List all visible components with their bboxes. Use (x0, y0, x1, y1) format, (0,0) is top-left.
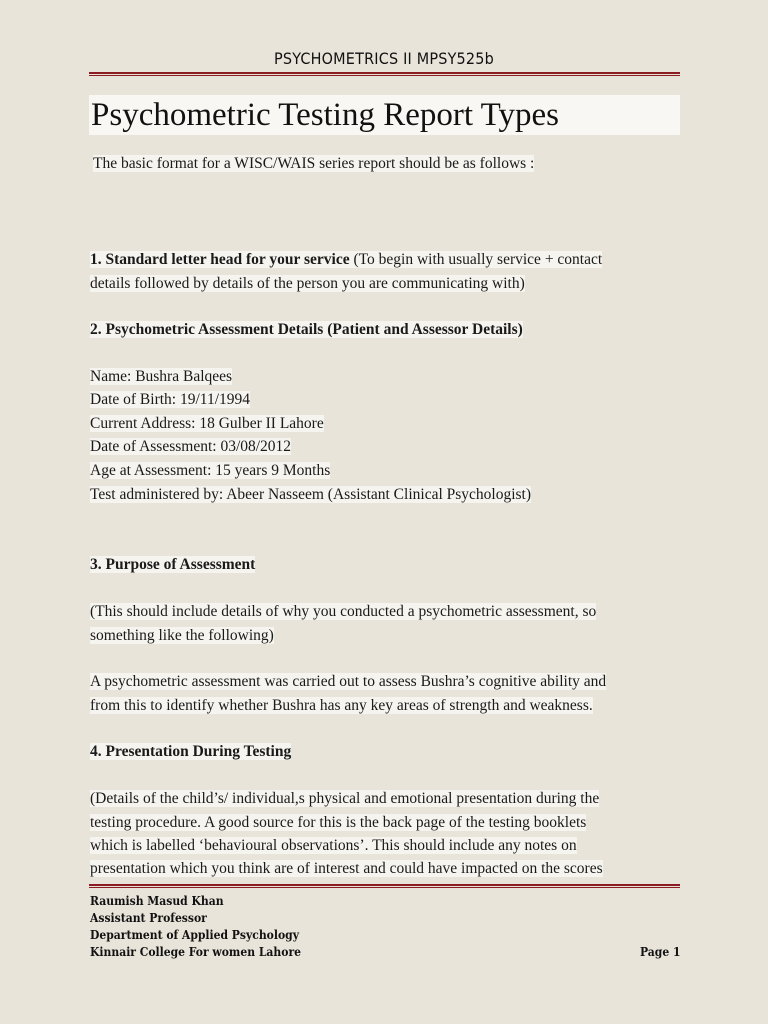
header-divider (89, 72, 680, 76)
footer-department: Department of Applied Psychology (90, 928, 300, 942)
section-3-para-2-line-1: A psychometric assessment was carried out to assess Bushra’s cognitive ability and (90, 673, 607, 690)
section-4-line-4: presentation which you think are of interest and could have impacted on the scores (90, 860, 603, 877)
section-3-heading: 3. Purpose of Assessment (90, 556, 256, 573)
section-2-heading: 2. Psychometric Assessment Details (Patient and Assessor Details) (90, 321, 523, 338)
header-course-title: PSYCHOMETRICS II MPSY525b (274, 49, 494, 68)
footer-position: Assistant Professor (90, 911, 207, 925)
section-1-line-1: 1. Standard letter head for your service (To begin with usually service + contact (90, 251, 603, 268)
section-1-heading: 1. Standard letter head for your service (90, 251, 350, 268)
footer-name: Raumish Masud Khan (90, 894, 224, 908)
detail-name: Name: Bushra Balqees (90, 368, 233, 385)
section-1-line-2: details followed by details of the person you are communicating with) (90, 275, 525, 292)
detail-assessment-date: Date of Assessment: 03/08/2012 (90, 438, 292, 455)
detail-administered-by: Test administered by: Abeer Nasseem (Assistant Clinical Psychologist) (90, 486, 532, 503)
detail-address: Current Address: 18 Gulber II Lahore (90, 415, 324, 432)
detail-dob: Date of Birth: 19/11/1994 (90, 391, 251, 408)
section-3-para-2-line-2: from this to identify whether Bushra has any key areas of strength and weakness. (90, 697, 593, 714)
footer-author-block (90, 893, 301, 961)
footer-college: Kinnair College For women Lahore (90, 945, 302, 959)
section-3-para-1-line-2: something like the following) (90, 627, 274, 644)
footer-divider (89, 884, 680, 888)
section-4-line-2: testing procedure. A good source for this is the back page of the testing booklets (90, 814, 587, 831)
intro-text: The basic format for a WISC/WAIS series report should be as follows : (93, 155, 535, 172)
section-4-line-3: which is labelled ‘behavioural observations’. This should include any notes on (90, 837, 577, 854)
page-title: Psychometric Testing Report Types (89, 95, 680, 135)
detail-age: Age at Assessment: 15 years 9 Months (90, 462, 331, 479)
section-3-para-1-line-1: (This should include details of why you conducted a psychometric assessment, so (90, 603, 597, 620)
page-number: Page 1 (640, 945, 681, 959)
section-4-line-1: (Details of the child’s/ individual,s physical and emotional presentation during the (90, 790, 600, 807)
section-4-heading: 4. Presentation During Testing (90, 743, 292, 760)
